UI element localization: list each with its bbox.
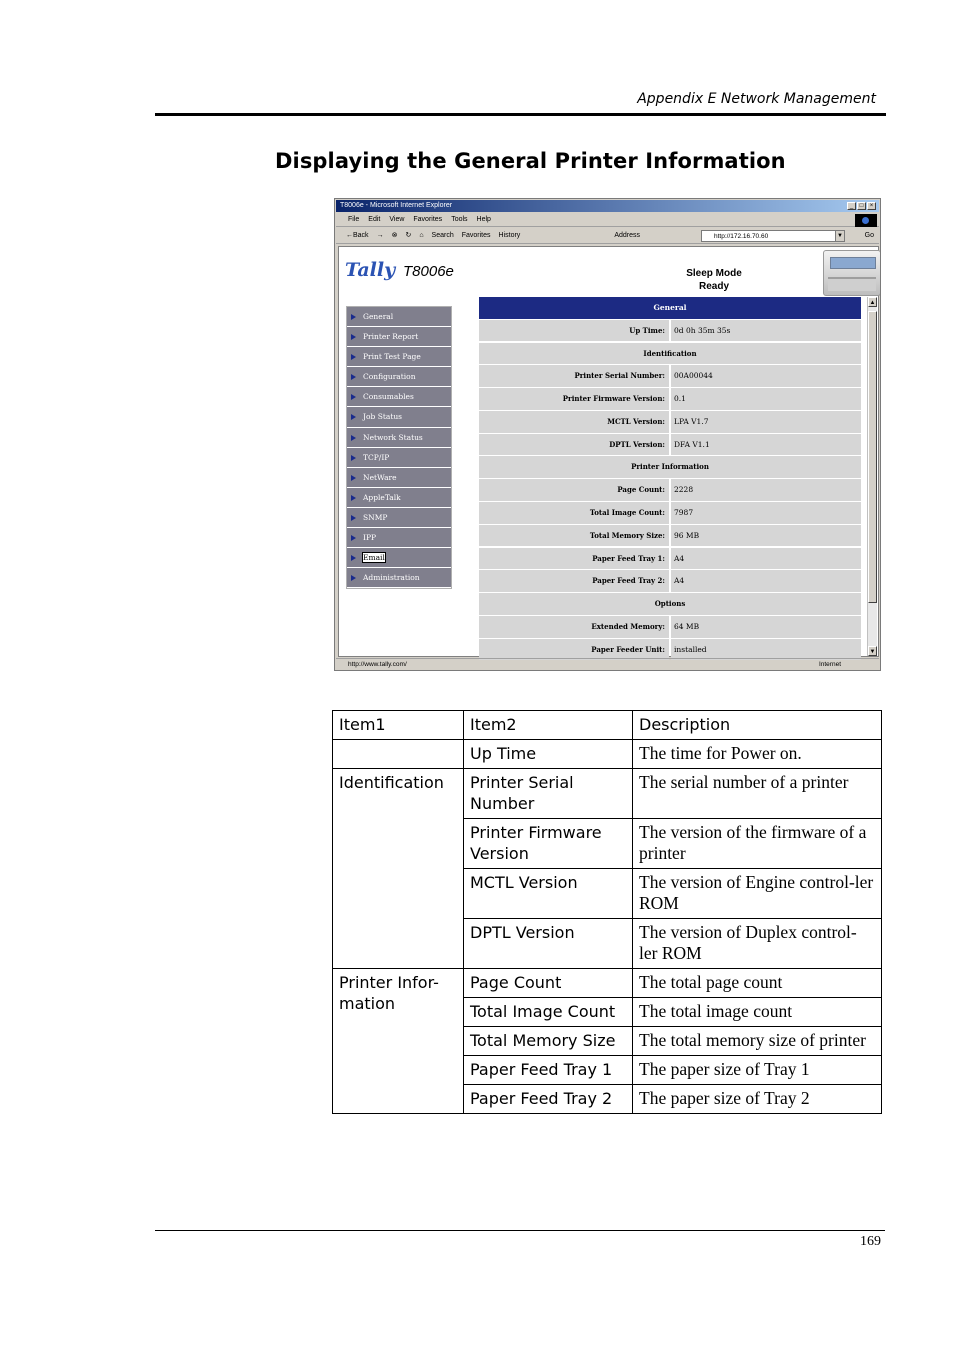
footer-rule <box>155 1230 885 1231</box>
minimize-button[interactable]: _ <box>847 202 856 210</box>
info-label: DPTL Version: <box>479 434 669 456</box>
vertical-scrollbar[interactable] <box>867 297 877 656</box>
window-title: T8006e - Microsoft Internet Explorer <box>340 202 453 209</box>
info-label: Total Memory Size: <box>479 525 669 547</box>
nav-item-general[interactable]: General <box>347 307 451 327</box>
side-nav <box>346 306 452 589</box>
description-cell: The total image count <box>633 998 882 1027</box>
info-row <box>479 434 861 456</box>
menu-tools[interactable]: Tools <box>451 216 468 223</box>
info-label: Printer Firmware Version: <box>479 388 669 410</box>
address-label: Address <box>614 232 640 239</box>
nav-item-network-status[interactable]: Network Status <box>347 428 451 448</box>
info-value: installed <box>671 639 861 661</box>
info-label: Paper Feed Tray 1: <box>479 548 669 570</box>
printer-image <box>823 250 881 296</box>
header-item1: Item1 <box>333 711 464 740</box>
header-description: Description <box>633 711 882 740</box>
info-row <box>479 320 861 342</box>
menu-help[interactable]: Help <box>476 216 491 223</box>
info-value: 2228 <box>671 479 861 501</box>
nav-item-email[interactable]: Email <box>347 548 451 568</box>
info-value: A4 <box>671 570 861 592</box>
section-title: Displaying the General Printer Information <box>275 149 786 173</box>
empty-cell <box>333 740 464 769</box>
description-cell: The serial number of a printer <box>633 769 882 819</box>
window-titlebar <box>336 200 879 212</box>
table-header-row <box>333 711 882 740</box>
close-button[interactable]: × <box>867 202 876 210</box>
info-label: Total Image Count: <box>479 502 669 524</box>
item2-cell: MCTL Version <box>464 869 633 919</box>
nav-item-administration[interactable]: Administration <box>347 568 451 588</box>
table-row <box>333 769 882 819</box>
status-url: http://www.tally.com/ <box>348 661 407 668</box>
status-bar <box>336 658 879 669</box>
info-label: Page Count: <box>479 479 669 501</box>
general-info-table <box>479 297 861 662</box>
printer-status <box>669 267 759 293</box>
info-label: Printer Serial Number: <box>479 365 669 387</box>
page-content <box>338 246 879 657</box>
description-cell: The paper size of Tray 1 <box>633 1056 882 1085</box>
info-section-label: Identification <box>479 343 861 365</box>
back-button[interactable]: ←Back <box>346 232 369 239</box>
menu-file[interactable]: File <box>348 216 360 223</box>
description-cell: The time for Power on. <box>633 740 882 769</box>
description-cell: The total page count <box>633 969 882 998</box>
scroll-down-icon[interactable]: ▼ <box>868 646 877 656</box>
item2-cell: Printer Firmware Version <box>464 819 633 869</box>
info-section-label: Options <box>479 593 861 615</box>
info-row <box>479 525 861 547</box>
item1-cell: Identification <box>333 769 464 969</box>
info-row <box>479 365 861 387</box>
home-button[interactable]: ⌂ <box>419 232 424 239</box>
description-cell: The paper size of Tray 2 <box>633 1085 882 1114</box>
favorites-button[interactable]: Favorites <box>461 232 491 239</box>
address-input[interactable]: http://172.16.70.60 <box>701 230 845 242</box>
item1-cell: Printer Infor-mation <box>333 969 464 1114</box>
info-label: Up Time: <box>479 320 669 342</box>
info-value: A4 <box>671 548 861 570</box>
nav-item-printer-report[interactable]: Printer Report <box>347 327 451 347</box>
nav-item-print-test-page[interactable]: Print Test Page <box>347 347 451 367</box>
description-cell: The version of Duplex control-ler ROM <box>633 919 882 969</box>
nav-item-netware[interactable]: NetWare <box>347 468 451 488</box>
table-row <box>333 740 882 769</box>
info-value: LPA V1.7 <box>671 411 861 433</box>
description-cell: The total memory size of printer <box>633 1027 882 1056</box>
info-value: 0.1 <box>671 388 861 410</box>
info-row <box>479 388 861 410</box>
item2-cell: DPTL Version <box>464 919 633 969</box>
nav-item-tcpip[interactable]: TCP/IP <box>347 448 451 468</box>
running-header: Appendix E Network Management <box>637 91 876 107</box>
info-section-row <box>479 456 861 478</box>
info-row <box>479 616 861 638</box>
nav-item-appletalk[interactable]: AppleTalk <box>347 488 451 508</box>
info-label: Paper Feeder Unit: <box>479 639 669 661</box>
info-row <box>479 479 861 501</box>
menu-edit[interactable]: Edit <box>368 216 381 223</box>
general-header: General <box>479 297 861 319</box>
item-description-table <box>332 710 882 1114</box>
scroll-up-icon[interactable]: ▲ <box>868 297 877 307</box>
refresh-button[interactable]: ↻ <box>405 232 412 239</box>
info-label: MCTL Version: <box>479 411 669 433</box>
info-section-row <box>479 343 861 365</box>
nav-item-job-status[interactable]: Job Status <box>347 407 451 427</box>
header-rule <box>155 113 886 116</box>
info-row <box>479 548 861 570</box>
scroll-thumb[interactable] <box>868 311 877 603</box>
status-zone: Internet <box>818 661 841 668</box>
info-value: 96 MB <box>671 525 861 547</box>
nav-item-ipp[interactable]: IPP <box>347 528 451 548</box>
history-button[interactable]: History <box>498 232 521 239</box>
chevron-down-icon[interactable]: ▼ <box>835 230 845 242</box>
item2-cell: Paper Feed Tray 2 <box>464 1085 633 1114</box>
nav-item-configuration[interactable]: Configuration <box>347 367 451 387</box>
info-row <box>479 502 861 524</box>
maximize-button[interactable]: □ <box>857 202 866 210</box>
status-line-1: Sleep Mode <box>686 268 742 279</box>
info-label: Extended Memory: <box>479 616 669 638</box>
item2-cell: Up Time <box>464 740 633 769</box>
page-number: 169 <box>860 1234 881 1249</box>
header-item2: Item2 <box>464 711 633 740</box>
ie-logo-icon <box>855 214 877 227</box>
nav-item-consumables[interactable]: Consumables <box>347 387 451 407</box>
menu-favorites[interactable]: Favorites <box>413 216 443 223</box>
item2-cell: Printer Serial Number <box>464 769 633 819</box>
info-row <box>479 570 861 592</box>
info-section-row <box>479 593 861 615</box>
item2-cell: Paper Feed Tray 1 <box>464 1056 633 1085</box>
description-cell: The version of the firmware of a printer <box>633 819 882 869</box>
item2-cell: Total Image Count <box>464 998 633 1027</box>
menu-bar <box>336 213 879 227</box>
info-value: DFA V1.1 <box>671 434 861 456</box>
browser-screenshot <box>334 198 881 671</box>
info-value: 64 MB <box>671 616 861 638</box>
info-value: 0d 0h 35m 35s <box>671 320 861 342</box>
info-value: 7987 <box>671 502 861 524</box>
item2-cell: Total Memory Size <box>464 1027 633 1056</box>
info-section-label: Printer Information <box>479 456 861 478</box>
stop-button[interactable]: ⊗ <box>391 232 398 239</box>
brand-logo: Tally <box>345 259 396 281</box>
go-button[interactable]: Go <box>864 232 874 239</box>
forward-button[interactable]: → <box>376 232 384 239</box>
item2-cell: Page Count <box>464 969 633 998</box>
nav-item-snmp[interactable]: SNMP <box>347 508 451 528</box>
info-label: Paper Feed Tray 2: <box>479 570 669 592</box>
table-row <box>333 969 882 998</box>
info-value: 00A00044 <box>671 365 861 387</box>
status-line-2: Ready <box>698 281 729 292</box>
menu-view[interactable]: View <box>389 216 405 223</box>
info-row <box>479 411 861 433</box>
printer-model: T8006e <box>403 263 454 280</box>
search-button[interactable]: Search <box>431 232 454 239</box>
description-cell: The version of Engine control-ler ROM <box>633 869 882 919</box>
